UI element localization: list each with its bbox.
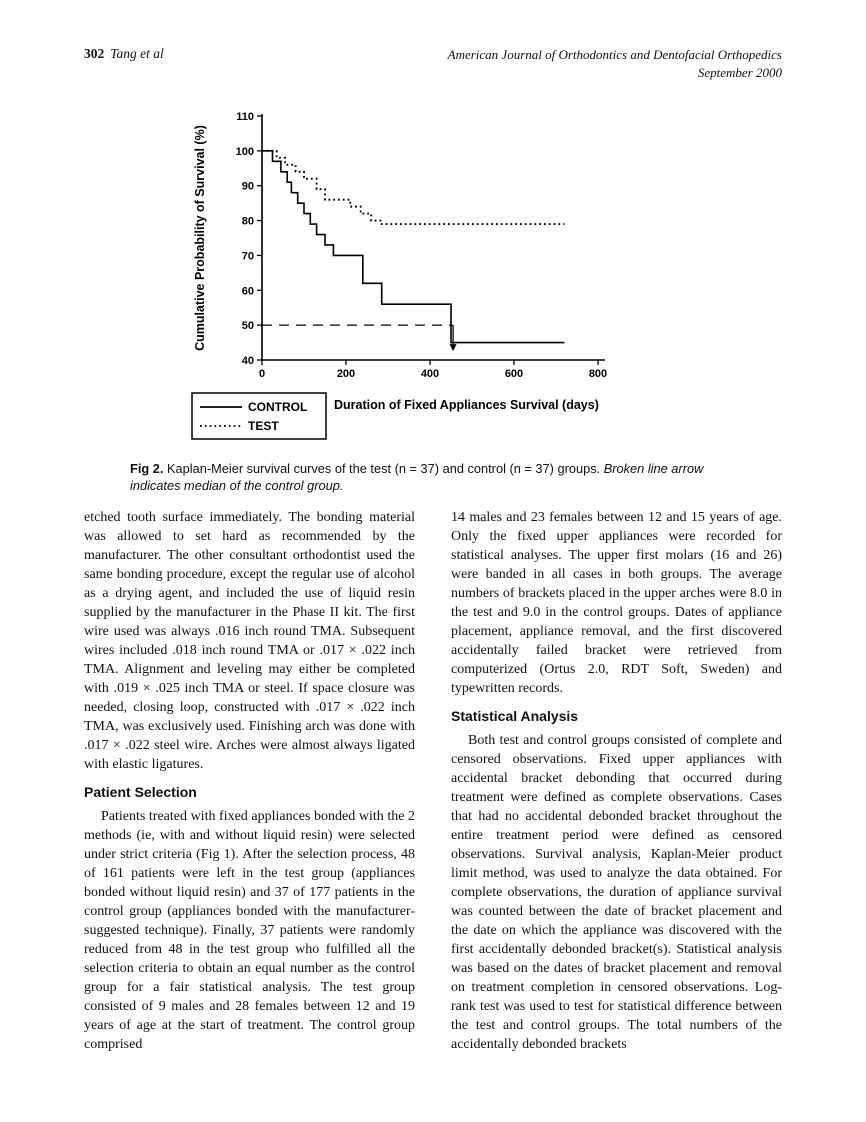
running-authors: Tang et al <box>110 46 164 61</box>
svg-text:600: 600 <box>504 368 524 380</box>
caption-label: Fig 2. <box>130 461 164 476</box>
paragraph: Both test and control groups consisted of complete and censored observations. Fixed upper appliances with accidental bracket debonding that occurred during treatment were defined as complete observations. Cases that had no accidental debonded bracket throughout the entire treatment period were defined as censored observations. Survival analysis, Kaplan-Meier product limit method, was used to analyze the data obtained. For complete observations, the duration of appliance survival was counted between the date of bracket placement and the date on which the appliance was discovered with the first accidentally debonded bracket(s). Statistical analysis was based on the dates of bracket placement and removal on treatment completion in censored observations. Log-rank test was used to test for statistical difference between the test and control groups. The total numbers of the accidentally debonded brackets <box>451 733 782 1052</box>
svg-text:0: 0 <box>258 368 266 380</box>
issue-date: September 2000 <box>697 65 782 80</box>
median-arrow-head <box>450 344 457 351</box>
legend-label-test: TEST <box>248 419 279 433</box>
figure-caption <box>130 460 748 494</box>
paragraph: etched tooth surface immediately. The bonding material was allowed to set hard as recommended by the manufacturer. The other consultant orthodontist used the same bonding procedure, except the regular use of alcohol as a drying agent, and included the use of liquid resin supplied by the manufacturer in the Phase II kit. The first wire used was always .016 inch round TMA. Subsequent wires included .018 inch round TMA or .017 × .022 inch TMA. Alignment and leveling may either be completed with .019 × .025 inch TMA or steel. If space closure was needed, closing loop, constructed with .017 × .022 inch TMA, was exclusively used. Finishing arch was done with .017 × .022 steel wire. Arches were almost always ligated with elastic ligatures. <box>84 510 415 772</box>
median-annotation <box>262 325 457 351</box>
chart-axes <box>236 111 608 380</box>
svg-text:70: 70 <box>241 250 254 263</box>
svg-text:200: 200 <box>336 368 356 380</box>
svg-text:40: 40 <box>241 355 254 367</box>
x-axis-label: Duration of Fixed Appliances Survival (days) <box>334 398 599 412</box>
paragraph: 14 males and 23 females between 12 and 15 years of age. Only the fixed upper appliances were recorded for statistical analyses. The upper first molars (16 and 26) were banded in all cases in both groups. The average numbers of brackets placed in the upper arches were 8.0 in the test and 9.0 in the control groups. Dates of appliance placement, appliance removal, and the first discovered accidentally failed bracket were retrieved from computerized (Ortus 2.0, RDT Soft, Sweden) and typewritten records. <box>451 510 782 696</box>
svg-text:50: 50 <box>241 320 254 333</box>
page-number: 302 <box>84 46 105 61</box>
chart-legend <box>192 393 326 439</box>
body-columns <box>84 508 782 1054</box>
svg-text:800: 800 <box>588 368 608 380</box>
kaplan-meier-chart <box>188 102 648 444</box>
svg-text:60: 60 <box>241 285 254 298</box>
running-head <box>84 46 782 82</box>
svg-text:90: 90 <box>241 180 254 193</box>
caption-text: Kaplan-Meier survival curves of the test (n = 37) and control (n = 37) groups. <box>166 461 601 476</box>
y-axis-label: Cumulative Probability of Survival (%) <box>193 125 207 351</box>
legend-label-control: CONTROL <box>248 400 308 414</box>
section-heading-patient-selection: Patient Selection <box>84 784 197 800</box>
section-heading-statistical-analysis: Statistical Analysis <box>451 708 579 724</box>
running-head-left <box>84 46 164 62</box>
figure-2 <box>130 102 748 494</box>
paragraph: Patients treated with fixed appliances bonded with the 2 methods (ie, with and without liquid resin) were selected under strict criteria (Fig 1). After the selection process, 48 of 161 patients were left in the test group (appliances bonded without liquid resin) and 37 of 177 patients in the control group (appliances bonded with the manufacturer-suggested technique). Finally, 37 patients were randomly reduced from 48 in the test group who fulfilled all the selection criteria to obtain an equal number as the control group for a fair statistical analysis. The test group consisted of 9 males and 28 females between 12 and 19 years of age at the start of treatment. The control group comprised <box>84 809 415 1052</box>
journal-name: American Journal of Orthodontics and Dentofacial Orthopedics <box>447 47 782 62</box>
svg-text:110: 110 <box>236 111 254 123</box>
left-column <box>84 508 415 1054</box>
running-head-right <box>448 46 782 82</box>
svg-text:400: 400 <box>420 368 440 380</box>
caption-note: Broken line arrow indicates median of the control group. <box>130 461 704 493</box>
right-column <box>451 508 782 1054</box>
svg-text:80: 80 <box>241 215 254 228</box>
svg-text:100: 100 <box>235 145 254 158</box>
